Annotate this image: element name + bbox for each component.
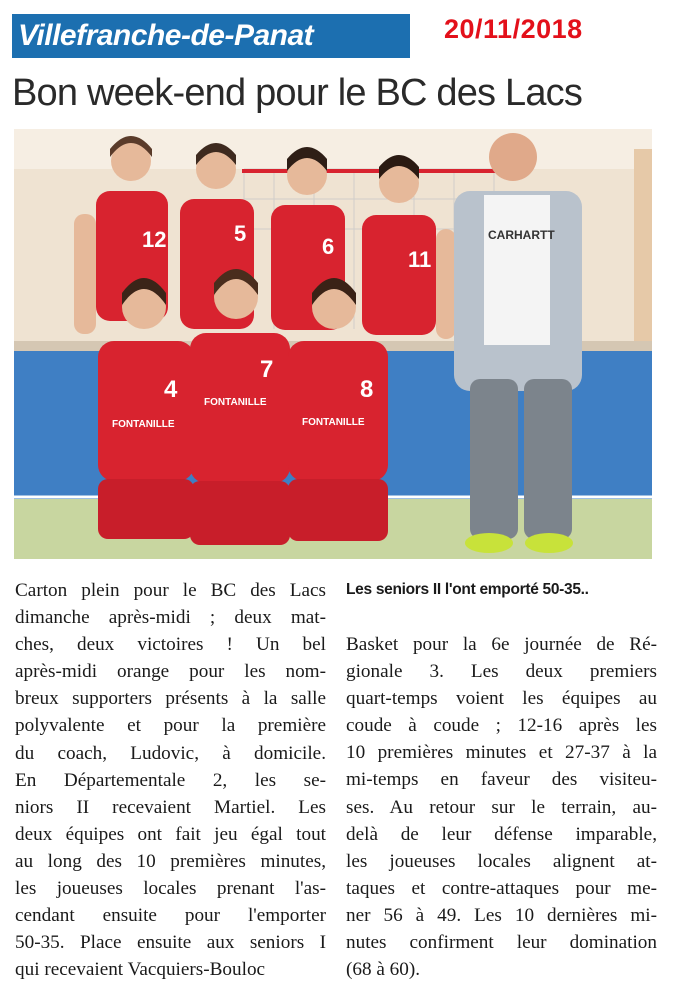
article-line: du coach, Ludovic, à domicile. (15, 742, 326, 764)
article-line: niors II recevaient Martiel. Les (15, 796, 326, 818)
svg-text:FONTANILLE: FONTANILLE (204, 397, 267, 408)
article-line: les joueuses locales alignent at- (346, 850, 657, 872)
coach (454, 133, 582, 553)
photo-caption: Les seniors II l'ont emporté 50-35.. (346, 581, 589, 598)
svg-text:4: 4 (164, 376, 178, 403)
article-column-right (346, 631, 657, 983)
article-line: ses. Au retour sur le terrain, au- (346, 796, 657, 818)
article-line: ner 56 à 49. Les 10 dernières mi- (346, 904, 657, 926)
article-line: ches, deux victoires ! Un bel (15, 634, 326, 656)
article-line: En Départementale 2, les se- (15, 769, 326, 791)
svg-text:11: 11 (408, 247, 432, 272)
locality-banner: Villefranche-de-Panat (12, 14, 410, 58)
article-column-left (15, 577, 326, 983)
article-line: coude à coude ; 12-16 après les (346, 715, 657, 737)
article-line: 50-35. Place ensuite aux seniors I (15, 932, 326, 954)
article-line: qui recevaient Vacquiers-Bouloc (15, 959, 266, 981)
article-line: les joueuses locales prenant l'as- (15, 878, 326, 900)
article-line: delà de leur défense imparable, (346, 823, 657, 845)
article-line: cendant ensuite pour l'emporter (15, 905, 326, 927)
article-headline: Bon week-end pour le BC des Lacs (12, 72, 583, 114)
svg-text:8: 8 (360, 376, 374, 403)
article-line: taques et contre-attaques pour me- (346, 877, 657, 899)
svg-text:6: 6 (322, 234, 335, 259)
article-line: au long des 10 premières minutes, (15, 850, 326, 872)
article-line: quart-temps voient les équipes au (346, 688, 657, 710)
svg-text:FONTANILLE: FONTANILLE (112, 419, 175, 430)
article-line: breux supporters présents à la salle (15, 688, 326, 710)
article-line: 10 premières minutes et 27-37 à la (346, 742, 657, 764)
article-line: après-midi orange pour les nom- (15, 661, 326, 683)
article-line: Carton plein pour le BC des Lacs (15, 580, 326, 601)
article-line: Basket pour la 6e journée de Ré- (346, 634, 657, 655)
team-photo (14, 129, 652, 559)
article-line: deux équipes ont fait jeu égal tout (15, 823, 326, 845)
article-line: polyvalente et pour la première (15, 715, 326, 737)
svg-text:FONTANILLE: FONTANILLE (302, 417, 365, 428)
article-line: dimanche après-midi ; deux mat- (15, 607, 326, 629)
article-line: gionale 3. Les deux premiers (346, 661, 657, 683)
article-line: (68 à 60). (346, 959, 421, 981)
publication-date: 20/11/2018 (444, 14, 583, 44)
svg-text:7: 7 (260, 356, 274, 383)
article-line: nutes confirment leur domination (346, 932, 657, 954)
svg-text:CARHARTT: CARHARTT (488, 228, 555, 242)
article-line: mi-temps en faveur des visiteu- (346, 769, 657, 791)
svg-text:12: 12 (142, 227, 167, 252)
svg-text:5: 5 (234, 221, 247, 246)
